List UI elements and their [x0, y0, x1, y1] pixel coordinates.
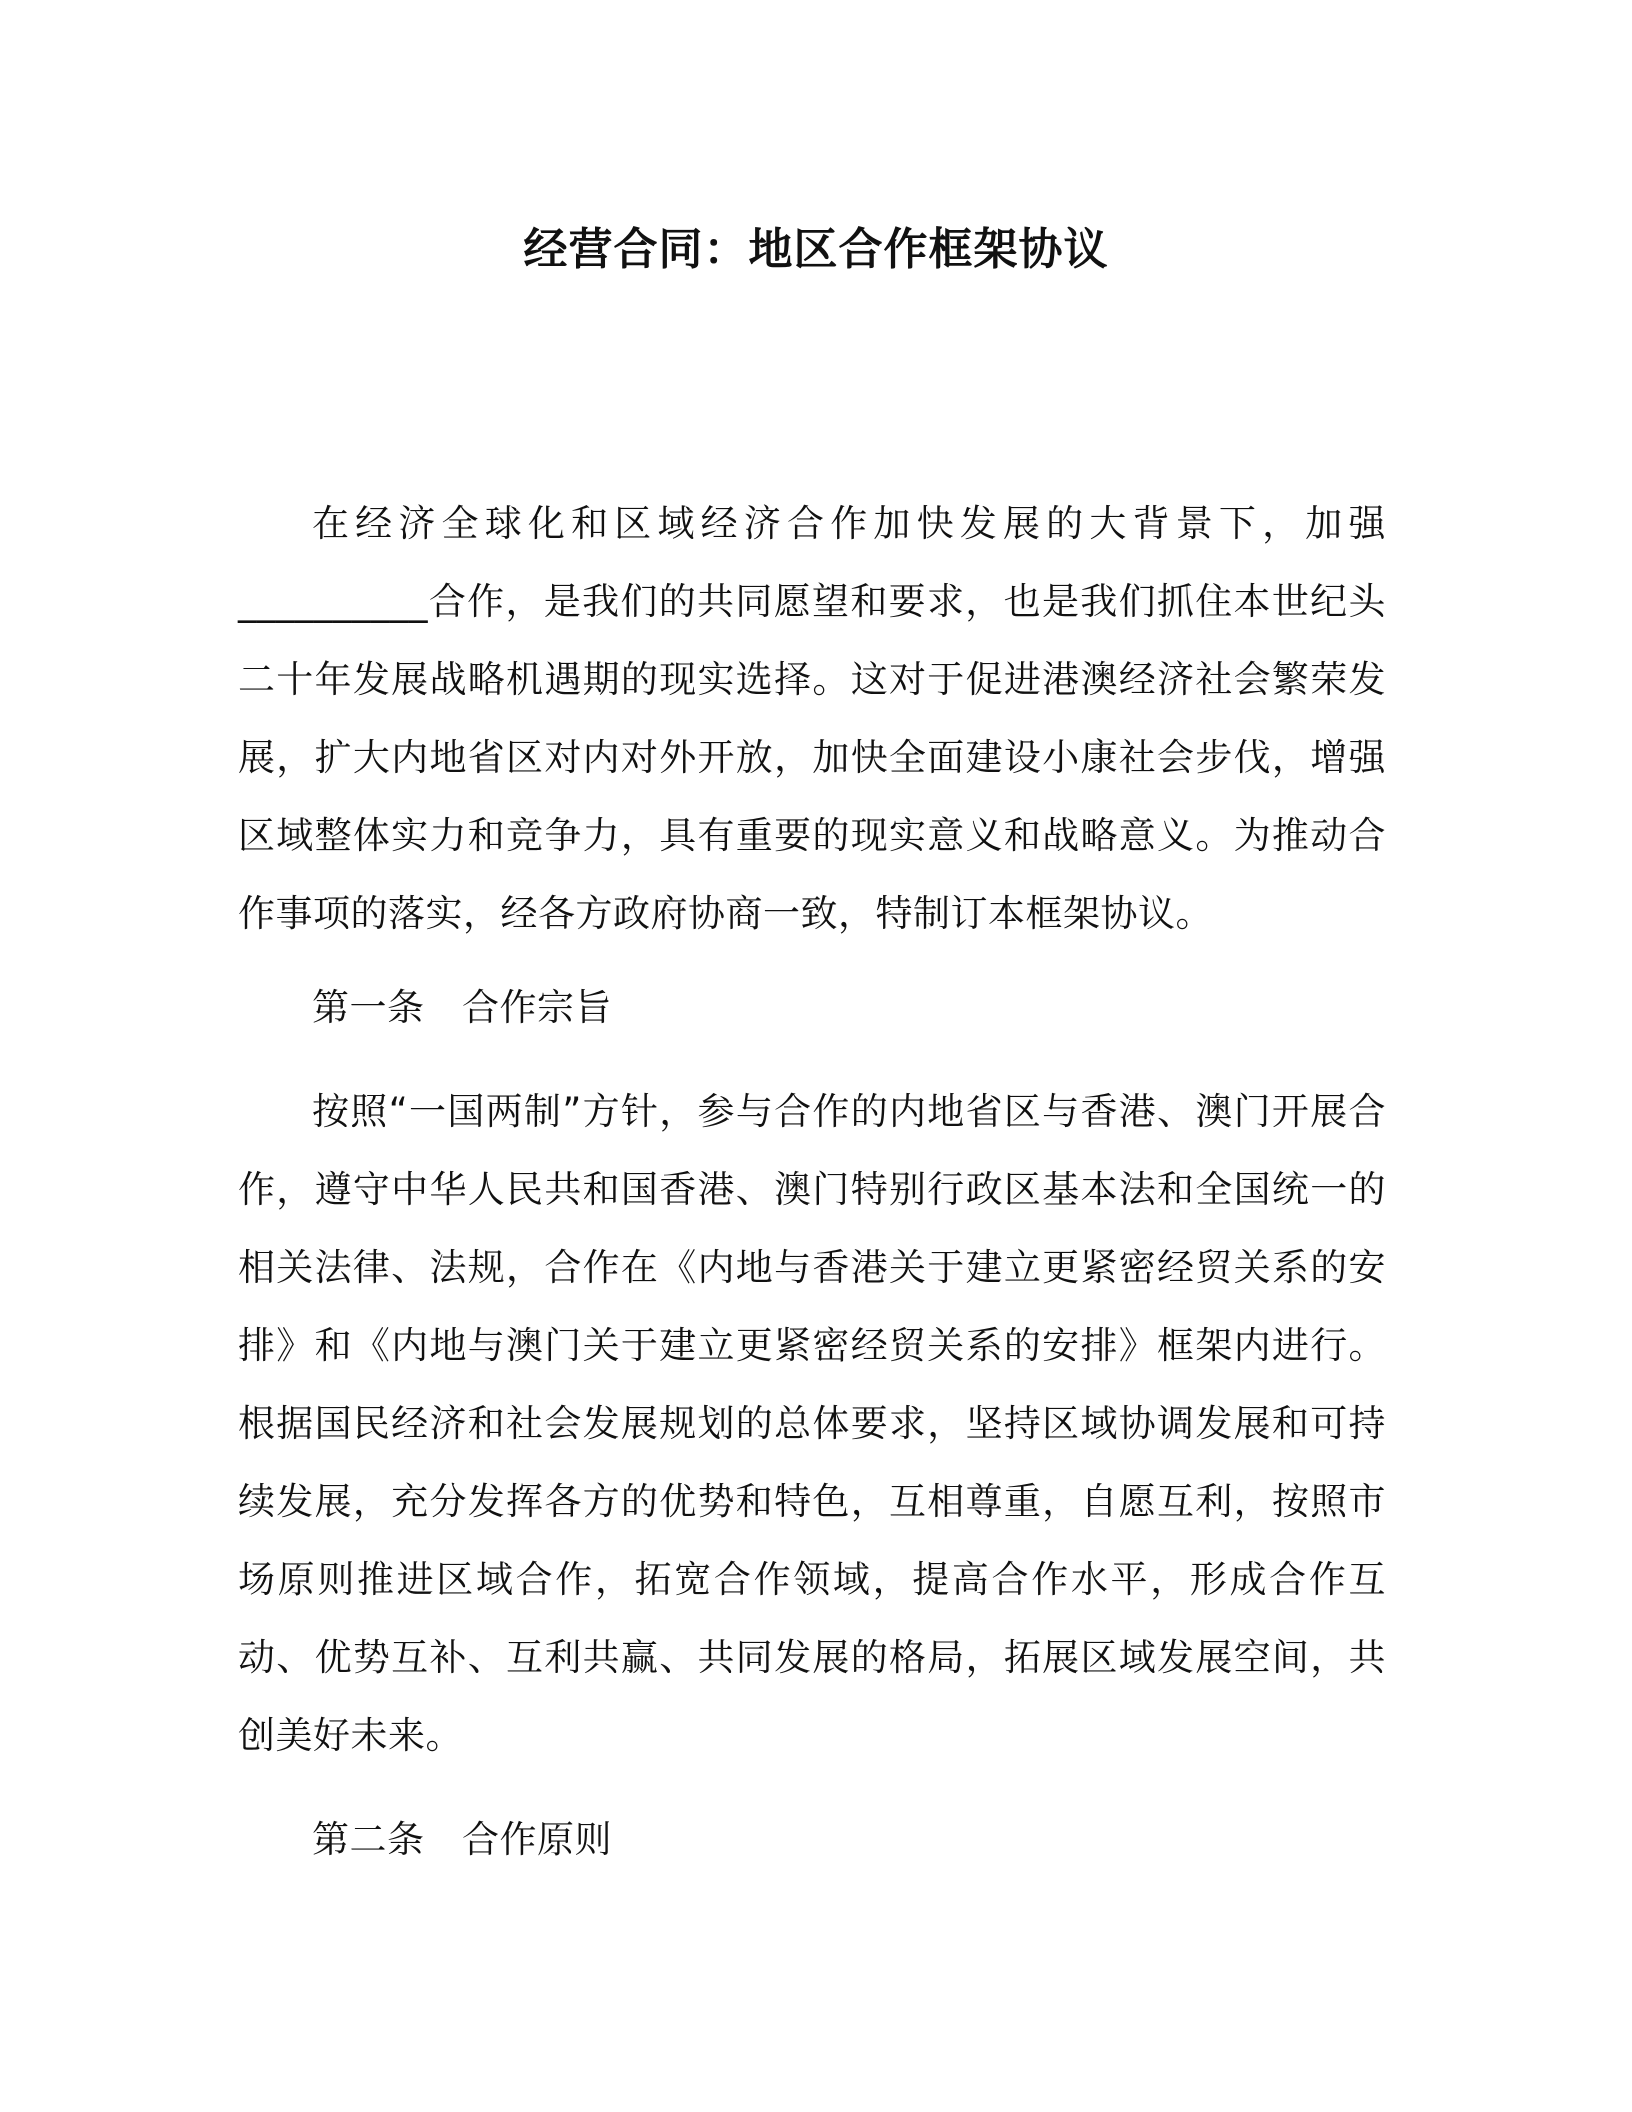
intro-paragraph: 在经济全球化和区域经济合作加快发展的大背景下，加强__________合作，是我们的共同愿望和要求，也是我们抓住本世纪头二十年发展战略机遇期的现实选择。这对于促进港澳经济社会繁荣发展，扩大内地省区对内对外开放，加快全面建设小康社会步伐，增强区域整体实力和竞争力，具有重要的现实意义和战略意义。为推动合作事项的落实，经各方政府协商一致，特制订本框架协议。 — [238, 502, 1386, 935]
document-body — [238, 485, 1386, 1879]
article-1-heading: 第一条 合作宗旨 — [312, 986, 612, 1029]
article-1-paragraph: 按照“一国两制”方针，参与合作的内地省区与香港、澳门开展合作，遵守中华人民共和国香港、澳门特别行政区基本法和全国统一的相关法律、法规，合作在《内地与香港关于建立更紧密经贸关系的安排》和《内地与澳门关于建立更紧密经贸关系的安排》框架内进行。根据国民经济和社会发展规划的总体要求，坚持区域协调发展和可持续发展，充分发挥各方的优势和特色，互相尊重，自愿互利，按照市场原则推进区域合作，拓宽合作领域，提高合作水平，形成合作互动、优势互补、互利共赢、共同发展的格局，拓展区域发展空间，共创美好未来。 — [238, 1090, 1386, 1757]
document-title: 经营合同：地区合作框架协议 — [523, 224, 1109, 275]
article-2-heading: 第二条 合作原则 — [312, 1818, 612, 1861]
